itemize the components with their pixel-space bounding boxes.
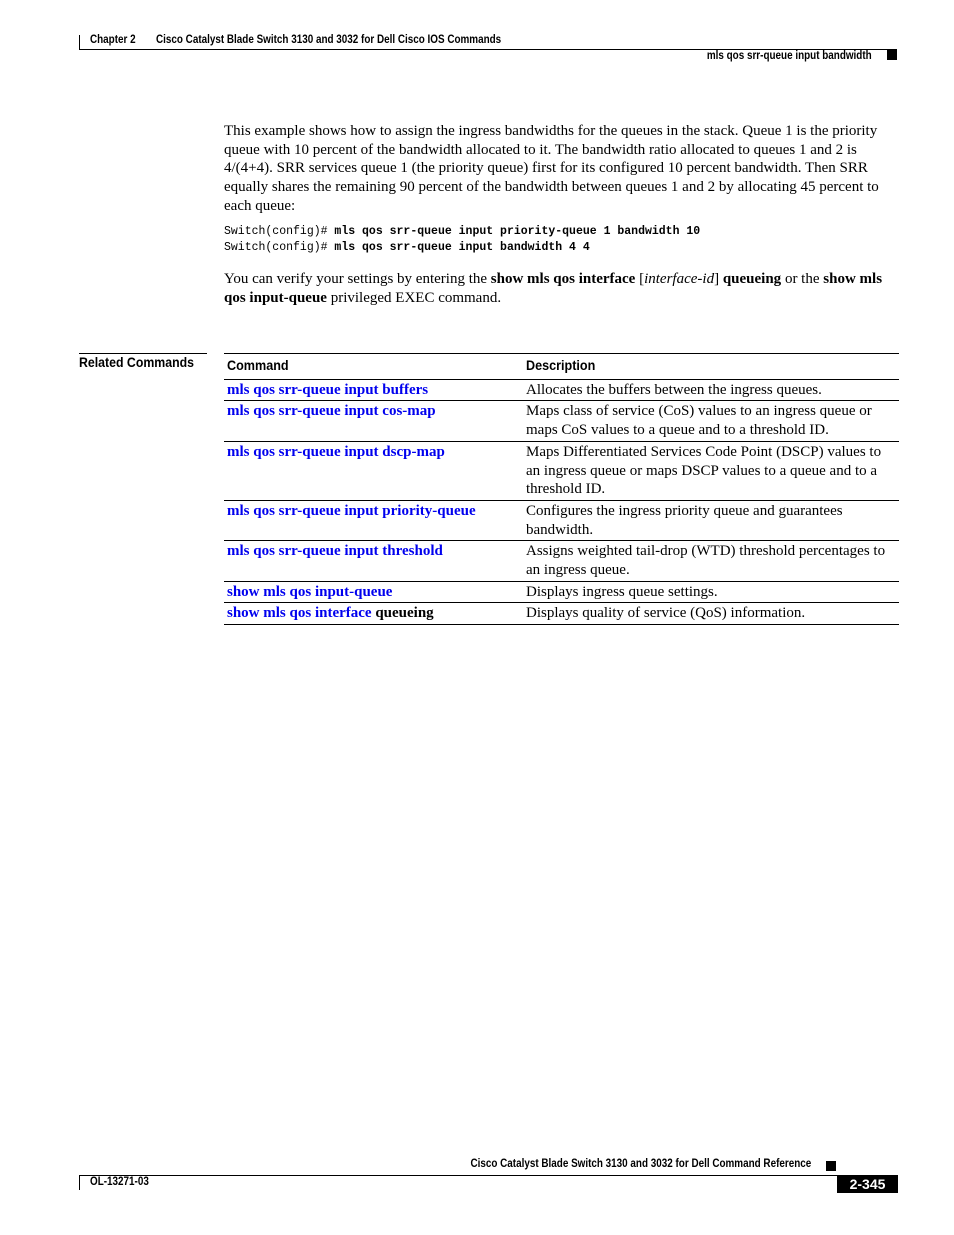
description-cell: Displays ingress queue settings. — [523, 581, 899, 603]
table-row — [224, 541, 899, 581]
code-line — [224, 240, 700, 256]
table-row — [224, 500, 899, 540]
table-row — [224, 441, 899, 500]
header-marker — [887, 50, 897, 60]
verify-text: You can verify your settings by entering the — [224, 271, 491, 287]
header-chapter: Chapter 2 — [90, 34, 136, 46]
verify-bracket: [ — [635, 271, 645, 287]
table-row — [224, 379, 899, 401]
command-cell — [224, 541, 523, 581]
column-header-command: Command — [224, 354, 523, 380]
command-link[interactable]: mls qos srr-queue input threshold — [227, 543, 443, 560]
code-command: mls qos srr-queue input priority-queue 1 bandwidth 10 — [334, 225, 701, 238]
command-cell — [224, 441, 523, 500]
command-cell — [224, 603, 523, 625]
verify-keyword: queueing — [722, 271, 782, 287]
related-commands-label: Related Commands — [79, 354, 195, 370]
verify-text: privileged EXEC command. — [326, 289, 502, 306]
command-link[interactable]: mls qos srr-queue input cos-map — [227, 403, 436, 420]
footer-marker — [826, 1161, 836, 1171]
code-example — [224, 224, 700, 256]
verify-command: show mls qos input-queue — [224, 271, 883, 306]
command-cell — [224, 581, 523, 603]
table-row — [224, 401, 899, 441]
description-cell: Allocates the buffers between the ingress queues. — [523, 379, 899, 401]
table-row — [224, 603, 899, 625]
code-line — [224, 224, 700, 240]
code-prompt: Switch(config)# — [224, 225, 335, 238]
command-link[interactable]: mls qos srr-queue input dscp-map — [227, 443, 445, 460]
command-link[interactable]: show mls qos interface — [227, 605, 372, 622]
footer-doc-number: OL-13271-03 — [90, 1176, 149, 1188]
column-header-description: Description — [523, 354, 899, 380]
command-cell — [224, 401, 523, 441]
verify-argument: interface-id — [644, 271, 715, 287]
description-cell: Maps class of service (CoS) values to an ingress queue or maps CoS values to a queue and to a threshold ID. — [523, 401, 899, 441]
intro-paragraph: This example shows how to assign the ingress bandwidths for the queues in the stack. Queue 1 is the priority queue with 10 percent of the bandwidth allocated to it. The bandwidth ratio allocated to queues 1 and 2 is 4/(4+4). SRR services queue 1 (the priority queue) first for its configured 10 percent bandwidth. Then SRR equally shares the remaining 90 percent of the bandwidth between queues 1 and 2 by allocating 45 percent to each queue: — [224, 123, 879, 214]
header-section-title: mls qos srr-queue input bandwidth — [707, 50, 872, 62]
header-left-rule — [79, 35, 80, 50]
command-cell — [224, 500, 523, 540]
footer-rule — [79, 1175, 837, 1176]
command-link[interactable]: mls qos srr-queue input buffers — [227, 381, 429, 398]
description-cell: Configures the ingress priority queue and guarantees bandwidth. — [523, 500, 899, 540]
description-cell: Maps Differentiated Services Code Point (DSCP) values to an ingress queue or maps DSCP values to a queue and to a threshold ID. — [523, 441, 899, 500]
footer-book-title: Cisco Catalyst Blade Switch 3130 and 3032 for Dell Command Reference — [470, 1158, 811, 1170]
header-book-title: Cisco Catalyst Blade Switch 3130 and 3032 for Dell Cisco IOS Commands — [156, 34, 502, 46]
table-row — [224, 581, 899, 603]
related-commands-table — [224, 353, 899, 625]
verify-command: show mls qos interface — [490, 271, 636, 287]
description-cell: Assigns weighted tail-drop (WTD) threshold percentages to an ingress queue. — [523, 541, 899, 581]
command-cell — [224, 379, 523, 401]
command-link[interactable]: show mls qos input-queue — [227, 583, 393, 600]
page-number: 2-345 — [837, 1175, 898, 1193]
verify-text: or the — [781, 271, 824, 287]
verify-paragraph — [224, 270, 896, 307]
code-command: mls qos srr-queue input bandwidth 4 4 — [334, 241, 590, 254]
verify-bracket: ] — [714, 271, 723, 287]
code-prompt: Switch(config)# — [224, 241, 335, 254]
footer-left-rule — [79, 1175, 80, 1190]
command-link[interactable]: mls qos srr-queue input priority-queue — [227, 502, 476, 519]
command-keyword: queueing — [371, 605, 434, 622]
description-cell: Displays quality of service (QoS) information. — [523, 603, 899, 625]
